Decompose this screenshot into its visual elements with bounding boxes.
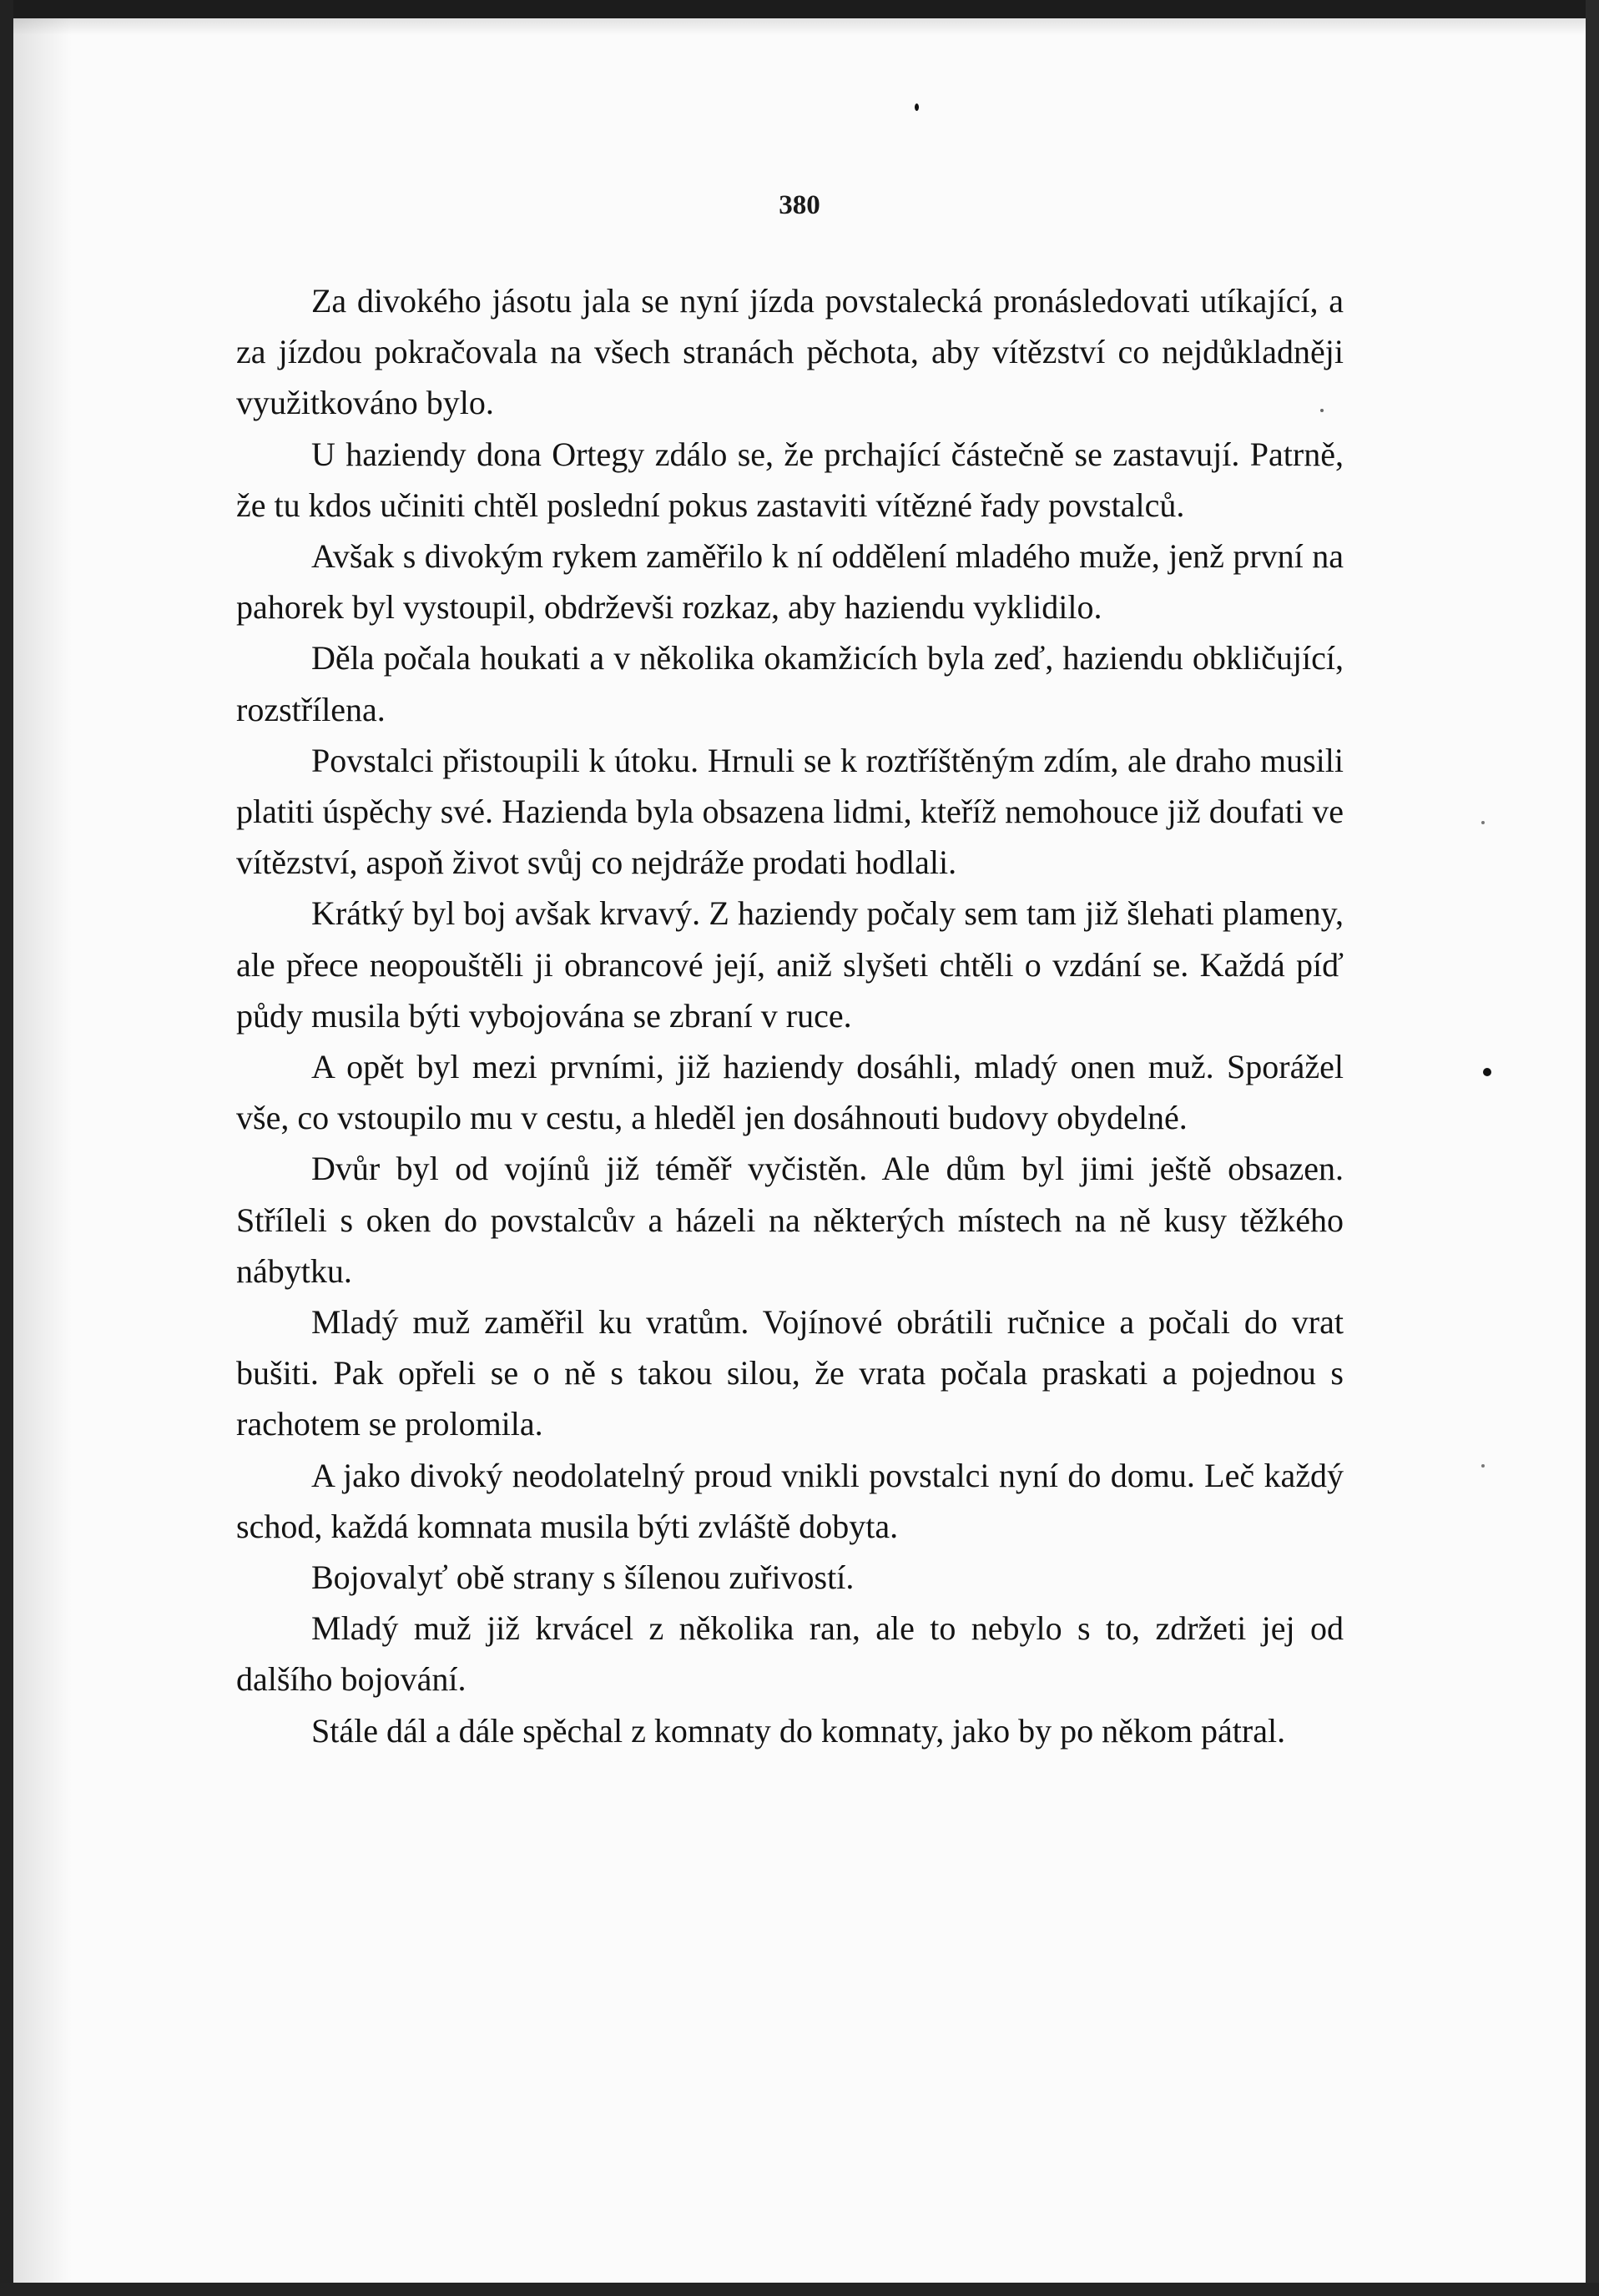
paragraph: Avšak s divokým rykem zaměřilo k ní oddělení mladého muže, jenž první na pahorek byl vystoupil, obdrževši rozkaz, aby haziendu vyklidilo. bbox=[236, 537, 1344, 627]
body-text bbox=[236, 275, 1344, 1756]
paragraph: A opět byl mezi prvními, již haziendy dosáhli, mladý onen muž. Sporážel vše, co vstoupilo mu v cestu, a hleděl jen dosáhnouti budovy obydelné. bbox=[236, 1048, 1344, 1137]
paragraph: Mladý muž zaměřil ku vratům. Vojínové obrátili ručnice a počali do vrat bušiti. Pak opřeli se o ně s takou silou, že vrata počala praskati a pojednou s rachotem se prolomila. bbox=[236, 1303, 1344, 1443]
paragraph: Stále dál a dále spěchal z komnaty do komnaty, jako by po někom pátral. bbox=[311, 1711, 1286, 1750]
scan-speck bbox=[1481, 1464, 1485, 1468]
paragraph: Mladý muž již krvácel z několika ran, ale to nebylo s to, zdržeti jej od dalšího bojování. bbox=[236, 1609, 1344, 1699]
scan-speck bbox=[915, 103, 919, 111]
scan-shadow-left bbox=[13, 18, 72, 2283]
paragraph: Dvůr byl od vojínů již téměř vyčistěn. Ale dům byl jimi ještě obsazen. Stříleli s oken do povstalcův a házeli na některých místech na ně kusy těžkého nábytku. bbox=[236, 1150, 1344, 1290]
paragraph: Za divokého jásotu jala se nyní jízda povstalecká pronásledovati utíkající, a za jízdou pokračovala na všech stranách pěchota, aby vítězství co nejdůkladněji využitkováno bylo. bbox=[236, 282, 1344, 422]
scan-border-top bbox=[0, 0, 1599, 18]
paragraph: Povstalci přistoupili k útoku. Hrnuli se k roztříštěným zdím, ale draho musili platiti úspěchy své. Hazienda byla obsazena lidmi, kteříž nemohouce již doufati ve vítězství, aspoň život svůj co nejdráže prodati hodlali. bbox=[236, 741, 1344, 882]
scan-speck bbox=[1483, 1068, 1491, 1076]
paragraph: Děla počala houkati a v několika okamžicích byla zeď, haziendu obkličující, rozstřílena. bbox=[236, 639, 1344, 728]
paragraph: Krátký byl boj avšak krvavý. Z haziendy počaly sem tam již šlehati plameny, ale přece neopouštěli ji obrancové její, aniž slyšeti chtěli o vzdání se. Každá píď půdy musila býti vybojována se zbraní v ruce. bbox=[236, 894, 1344, 1035]
scan-border-left bbox=[0, 0, 13, 2296]
paragraph: U haziendy dona Ortegy zdálo se, že prchající částečně se zastavují. Patrně, že tu kdos učiniti chtěl poslední pokus zastaviti vítězné řady povstalců. bbox=[236, 435, 1344, 524]
paragraph: A jako divoký neodolatelný proud vnikli povstalci nyní do domu. Leč každý schod, každá komnata musila býti zvláště dobyta. bbox=[236, 1456, 1344, 1545]
paragraph: Bojovalyť obě strany s šílenou zuřivostí. bbox=[311, 1558, 855, 1597]
scan-speck bbox=[1481, 821, 1485, 824]
scan-border-bottom bbox=[0, 2283, 1599, 2296]
scan-shadow-top bbox=[13, 18, 1586, 35]
page-number: 380 bbox=[779, 190, 820, 220]
scan-border-right bbox=[1586, 0, 1599, 2296]
